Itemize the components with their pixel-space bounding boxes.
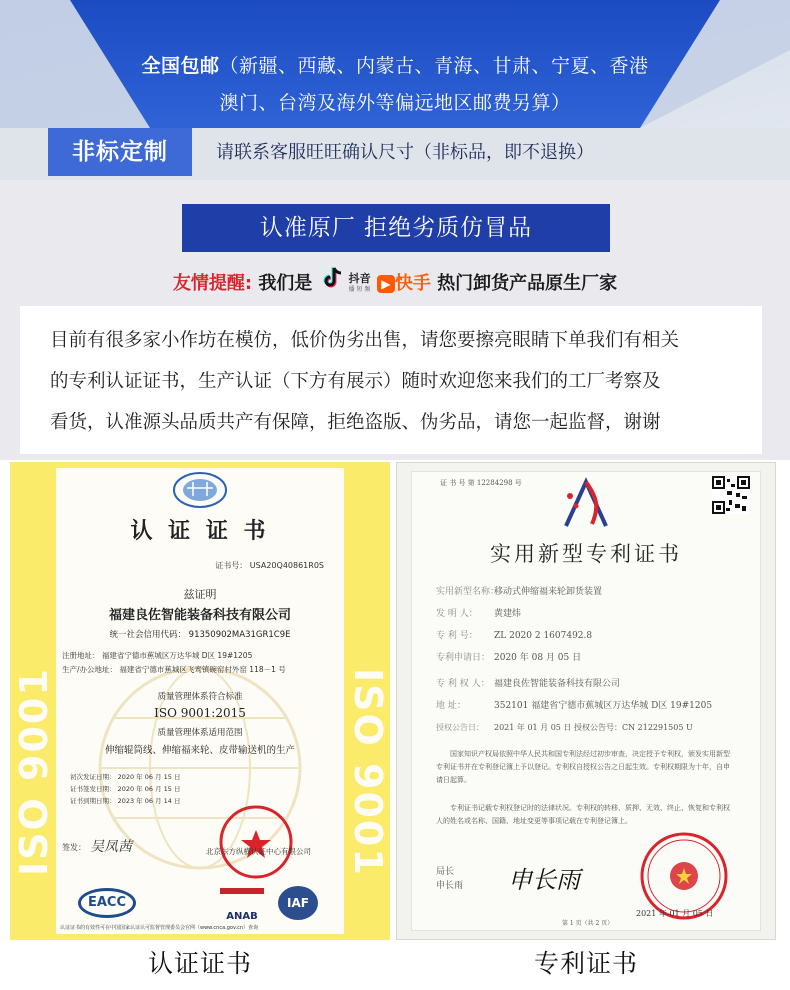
issue-date: 证书签发日期： 2020 年 06 月 15 日 (70, 785, 181, 793)
expiry-date: 证书到期日期： 2023 年 06 月 14 日 (70, 797, 181, 805)
hero-banner (0, 0, 790, 180)
eacc-logo: EACC (78, 888, 136, 918)
registered-address: 注册地址： 福建省宁德市蕉城区万达华城 D区 19#1205 (62, 651, 253, 660)
patent-row (436, 698, 712, 711)
custom-badge: 非标定制 (48, 128, 192, 176)
notice-box (20, 306, 762, 454)
iaf-logo: IAF (278, 886, 318, 920)
issuer-name: 北京东方纵横认证中心有限公司 (206, 847, 311, 856)
patent-row-key: 专 利 权 人： (436, 679, 490, 689)
patent-row (436, 722, 693, 733)
patent-row (436, 650, 581, 663)
red-seal-icon (216, 802, 296, 882)
douyin-sub: 播 短 频 (348, 286, 371, 293)
notice-section (0, 180, 790, 460)
company-name: 福建良佐智能装备科技有限公司 (108, 608, 291, 623)
certificate-footer: 认证证书的有效性可在中国国家认证认可监督管理委员会官网（www.cnca.gov.cn）查询 (60, 925, 259, 931)
iso-side-text: ISO 9001 (12, 667, 56, 877)
shipping-line2: 澳门、台湾及海外等偏远地区邮费另算） (219, 92, 571, 114)
scope-text: 伸缩辊筒线、伸缩福来轮、皮带输送机的生产 (104, 745, 295, 756)
douyin-label (349, 273, 371, 295)
scope-line: 质量管理体系适用范围 (157, 728, 243, 738)
patent-row-key: 实用新型名称： (436, 587, 500, 597)
douyin-icon (323, 266, 345, 302)
patent-paragraph: 专利证书记载专利权登记时的法律状况。专利权的转移、质押、无效、终止、恢复和专利权人的姓名或名称、国籍、地址变更等事项记载在专利登记簿上。 (436, 804, 730, 825)
patent-row (436, 584, 602, 597)
qr-code-icon (712, 476, 750, 514)
certificate-title: 认 证 证 书 (130, 518, 270, 544)
notice-line: 目前有很多家小作坊在模仿，低价伪劣出售，请您要擦亮眼睛下单我们有相关 (50, 330, 680, 351)
patent-row-value: 黄建炜 (494, 609, 522, 619)
caption-iso-cert: 认证证书 (147, 949, 252, 978)
production-address: 生产/办公地址： 福建省宁德市蕉城区飞鸾镇碗窑村外窑 118－1 号 (62, 665, 286, 674)
credit-code: 统一社会信用代码： 91350902MA31GR1C9E (109, 630, 291, 640)
first-issue-date: 初次发证日期： 2020 年 06 月 15 日 (70, 773, 181, 781)
patent-row-value: 福建良佐智能装备科技有限公司 (494, 679, 621, 689)
reminder-line (0, 266, 790, 302)
patent-row-value: 2021 年 01 月 05 日 授权公告号：CN 212291505 U (494, 723, 693, 732)
reminder-colon: : (244, 273, 253, 294)
iso-side-text: ISO 9001 (346, 667, 390, 877)
custom-text: 请联系客服旺旺确认尺寸（非标品，即不退换） (216, 142, 594, 163)
notice-line: 看货，认准源头品质共产有保障，拒绝盗版、伪劣品，请您一起监督，谢谢 (50, 412, 661, 433)
kuaishou-label: 快手 (394, 273, 431, 294)
iso-standard: ISO 9001:2015 (154, 706, 246, 720)
certificate-number: 证书号： USA20Q40861R0S (215, 561, 324, 570)
chief-name: 申长雨 (436, 881, 464, 891)
patent-row-key: 地 址： (436, 701, 466, 711)
shipping-line1: （新疆、西藏、内蒙古、青海、甘肃、宁夏、香港 (219, 55, 649, 77)
certificate-paper (56, 468, 344, 934)
system-line: 质量管理体系符合标准 (157, 692, 243, 702)
patent-row-key: 专利申请日： (436, 653, 491, 663)
patent-row-value: 移动式伸缩福来轮卸货装置 (494, 587, 603, 597)
certification-logo-icon (165, 470, 235, 510)
douyin-name: 抖音 (348, 272, 371, 285)
notice-line: 的专利认证证书，生产认证（下方有展示）随时欢迎您来我们的工厂考察及 (50, 371, 661, 392)
shipping-bold: 全国包邮 (141, 55, 220, 77)
seal-date: 2021 年 01 月 05 日 (636, 909, 714, 918)
patent-paragraph: 国家知识产权局依照中华人民共和国专利法经过初步审查，决定授予专利权，颁发实用新型专利证书并在专利登记簿上予以登记。专利权自授权公告之日起生效。专利权期限为十年，自申请日起算。 (436, 750, 730, 784)
patent-title: 实用新型专利证书 (490, 542, 682, 566)
patent-row-key: 发 明 人： (436, 609, 478, 619)
patent-row-key: 专 利 号： (436, 631, 478, 641)
patent-row (436, 628, 592, 641)
patent-cert-number: 证 书 号 第 12284298 号 (440, 479, 522, 487)
custom-row (0, 128, 790, 176)
patent-paper (411, 471, 761, 931)
reminder-label: 友情提醒 (172, 273, 245, 294)
signature: 吴凤茜 (90, 839, 132, 855)
chief-label: 局长 (436, 867, 455, 877)
patent-row (436, 606, 521, 619)
page-number: 第 1 页（共 2 页） (562, 920, 614, 927)
reminder-tail: 热门卸货产品原生厂家 (437, 273, 618, 294)
patent-row-value: 2020 年 08 月 05 日 (494, 653, 582, 663)
anab-logo: ANAB (220, 888, 264, 918)
shipping-info (0, 48, 790, 122)
sign-label: 签发： (62, 843, 86, 852)
kuaishou-icon: ▶ (377, 275, 395, 293)
prove-text: 兹证明 (183, 588, 217, 601)
cnipa-logo-icon (556, 476, 616, 532)
patent-row-value: ZL 2020 2 1607492.8 (494, 631, 593, 641)
patent-row (436, 676, 620, 689)
patent-certificate-image (396, 462, 776, 940)
patent-row-value: 352101 福建省宁德市蕉城区万达华城 D区 19#1205 (494, 701, 713, 711)
signature: 申长雨 (508, 866, 580, 894)
authentic-banner: 认准原厂 拒绝劣质仿冒品 (182, 204, 610, 252)
iso-certificate-image (10, 462, 390, 940)
reminder-we: 我们是 (258, 273, 313, 294)
caption-patent-cert: 专利证书 (533, 949, 638, 978)
patent-row-key: 授权公告日： (436, 723, 484, 732)
